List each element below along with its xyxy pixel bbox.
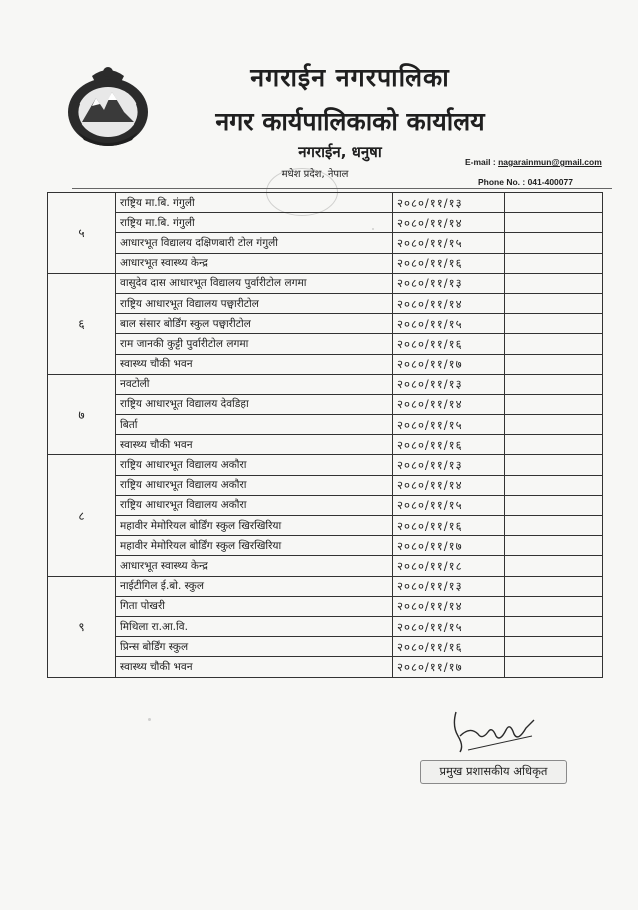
venue-cell: राष्ट्रिय मा.बि. गंगुली: [116, 193, 393, 213]
table-row: [48, 657, 603, 677]
date-cell: २०८०/११/१५: [393, 233, 505, 253]
venue-cell: राम जानकी कुट्टी पुर्वारीटोल लगमा: [116, 334, 393, 354]
table-row: [48, 576, 603, 596]
blank-cell: [505, 273, 603, 293]
nepal-emblem-icon: [62, 62, 154, 150]
date-cell: २०८०/११/१५: [393, 415, 505, 435]
office-name: नगर कार्यपालिकाको कार्यालय: [215, 107, 485, 136]
date-cell: २०८०/११/१४: [393, 293, 505, 313]
venue-cell: राष्ट्रिय आधारभूत विद्यालय अकौरा: [116, 455, 393, 475]
email-line: [465, 157, 602, 167]
ward-number-cell: ५: [48, 193, 116, 274]
blank-cell: [505, 495, 603, 515]
table-row: [48, 455, 603, 475]
blank-cell: [505, 374, 603, 394]
date-cell: २०८०/११/१३: [393, 455, 505, 475]
date-cell: २०८०/११/१४: [393, 213, 505, 233]
blank-cell: [505, 314, 603, 334]
date-cell: २०८०/११/१६: [393, 516, 505, 536]
venue-cell: वासुदेव दास आधारभूत विद्यालय पुर्वारीटोल लगमा: [116, 273, 393, 293]
phone-line: Phone No. : 041-400077: [478, 177, 573, 187]
ward-number-cell: ७: [48, 374, 116, 455]
table-row: [48, 273, 603, 293]
date-cell: २०८०/११/१६: [393, 637, 505, 657]
venue-cell: बिर्ता: [116, 415, 393, 435]
venue-cell: राष्ट्रिय आधारभूत विद्यालय देवडिहा: [116, 394, 393, 414]
date-cell: २०८०/११/१४: [393, 596, 505, 616]
table-row: [48, 596, 603, 616]
venue-cell: आधारभूत स्वास्थ्य केन्द्र: [116, 253, 393, 273]
date-cell: २०८०/११/१६: [393, 253, 505, 273]
table-row: [48, 233, 603, 253]
venue-cell: स्वास्थ्य चौकी भवन: [116, 354, 393, 374]
date-cell: २०८०/११/१५: [393, 495, 505, 515]
venue-cell: नाईटीगिल ई.बो. स्कुल: [116, 576, 393, 596]
venue-cell: राष्ट्रिय आधारभूत विद्यालय अकौरा: [116, 475, 393, 495]
blank-cell: [505, 556, 603, 576]
blank-cell: [505, 334, 603, 354]
venue-cell: आधारभूत स्वास्थ्य केन्द्र: [116, 556, 393, 576]
date-cell: २०८०/११/१३: [393, 193, 505, 213]
table-row: [48, 374, 603, 394]
header-divider: [72, 188, 612, 189]
date-cell: २०८०/११/१३: [393, 576, 505, 596]
blank-cell: [505, 213, 603, 233]
date-cell: २०८०/११/१७: [393, 536, 505, 556]
venue-cell: बाल संसार बोर्डिंग स्कुल पछ्वारीटोल: [116, 314, 393, 334]
blank-cell: [505, 415, 603, 435]
date-cell: २०८०/११/१५: [393, 314, 505, 334]
office-location: नगराईन, धनुषा: [298, 143, 382, 161]
venue-cell: राष्ट्रिय आधारभूत विद्यालय पछ्वारीटोल: [116, 293, 393, 313]
ward-number-cell: ६: [48, 273, 116, 374]
venue-cell: गिता पोखरी: [116, 596, 393, 616]
blank-cell: [505, 193, 603, 213]
table-row: [48, 435, 603, 455]
venue-cell: महावीर मेमोरियल बोर्डिंग स्कुल खिरखिरिया: [116, 536, 393, 556]
table-row: [48, 293, 603, 313]
scan-speck: [372, 228, 374, 230]
table-row: [48, 394, 603, 414]
ward-number-cell: ९: [48, 576, 116, 677]
table-row: [48, 556, 603, 576]
blank-cell: [505, 475, 603, 495]
province-name: मधेश प्रदेश, नेपाल: [281, 169, 349, 180]
table-row: [48, 314, 603, 334]
table-row: [48, 213, 603, 233]
table-row: [48, 616, 603, 636]
blank-cell: [505, 657, 603, 677]
blank-cell: [505, 616, 603, 636]
venue-cell: आधारभूत विद्यालय दक्षिणबारी टोल गंगुली: [116, 233, 393, 253]
blank-cell: [505, 435, 603, 455]
venue-cell: स्वास्थ्य चौकी भवन: [116, 435, 393, 455]
date-cell: २०८०/११/१४: [393, 394, 505, 414]
scan-speck: [148, 718, 151, 721]
municipality-name: नगराईन नगरपालिका: [250, 63, 450, 92]
table-row: [48, 334, 603, 354]
date-cell: २०८०/११/१३: [393, 374, 505, 394]
email-link[interactable]: nagarainmun@gmail.com: [498, 157, 602, 167]
venue-cell: मिथिला रा.आ.वि.: [116, 616, 393, 636]
table-row: [48, 475, 603, 495]
blank-cell: [505, 253, 603, 273]
schedule-table: [47, 192, 603, 678]
table-row: [48, 253, 603, 273]
blank-cell: [505, 637, 603, 657]
date-cell: २०८०/११/१७: [393, 354, 505, 374]
signature: [448, 706, 538, 758]
table-row: [48, 637, 603, 657]
date-cell: २०८०/११/१४: [393, 475, 505, 495]
venue-cell: स्वास्थ्य चौकी भवन: [116, 657, 393, 677]
table-row: [48, 516, 603, 536]
venue-cell: नवटोली: [116, 374, 393, 394]
date-cell: २०८०/११/१८: [393, 556, 505, 576]
blank-cell: [505, 596, 603, 616]
date-cell: २०८०/११/१६: [393, 334, 505, 354]
ward-number-cell: ८: [48, 455, 116, 576]
date-cell: २०८०/११/१३: [393, 273, 505, 293]
blank-cell: [505, 576, 603, 596]
date-cell: २०८०/११/१६: [393, 435, 505, 455]
blank-cell: [505, 536, 603, 556]
blank-cell: [505, 516, 603, 536]
venue-cell: राष्ट्रिय मा.बि. गंगुली: [116, 213, 393, 233]
blank-cell: [505, 455, 603, 475]
venue-cell: राष्ट्रिय आधारभूत विद्यालय अकौरा: [116, 495, 393, 515]
blank-cell: [505, 233, 603, 253]
blank-cell: [505, 354, 603, 374]
table-row: [48, 354, 603, 374]
blank-cell: [505, 394, 603, 414]
venue-cell: महावीर मेमोरियल बोर्डिंग स्कुल खिरखिरिया: [116, 516, 393, 536]
table-row: [48, 536, 603, 556]
table-row: [48, 495, 603, 515]
signatory-title: प्रमुख प्रशासकीय अधिकृत: [420, 760, 567, 784]
table-row: [48, 415, 603, 435]
email-label: E-mail :: [465, 157, 499, 167]
date-cell: २०८०/११/१५: [393, 616, 505, 636]
table-row: [48, 193, 603, 213]
date-cell: २०८०/११/१७: [393, 657, 505, 677]
blank-cell: [505, 293, 603, 313]
venue-cell: प्रिन्स बोर्डिंग स्कुल: [116, 637, 393, 657]
